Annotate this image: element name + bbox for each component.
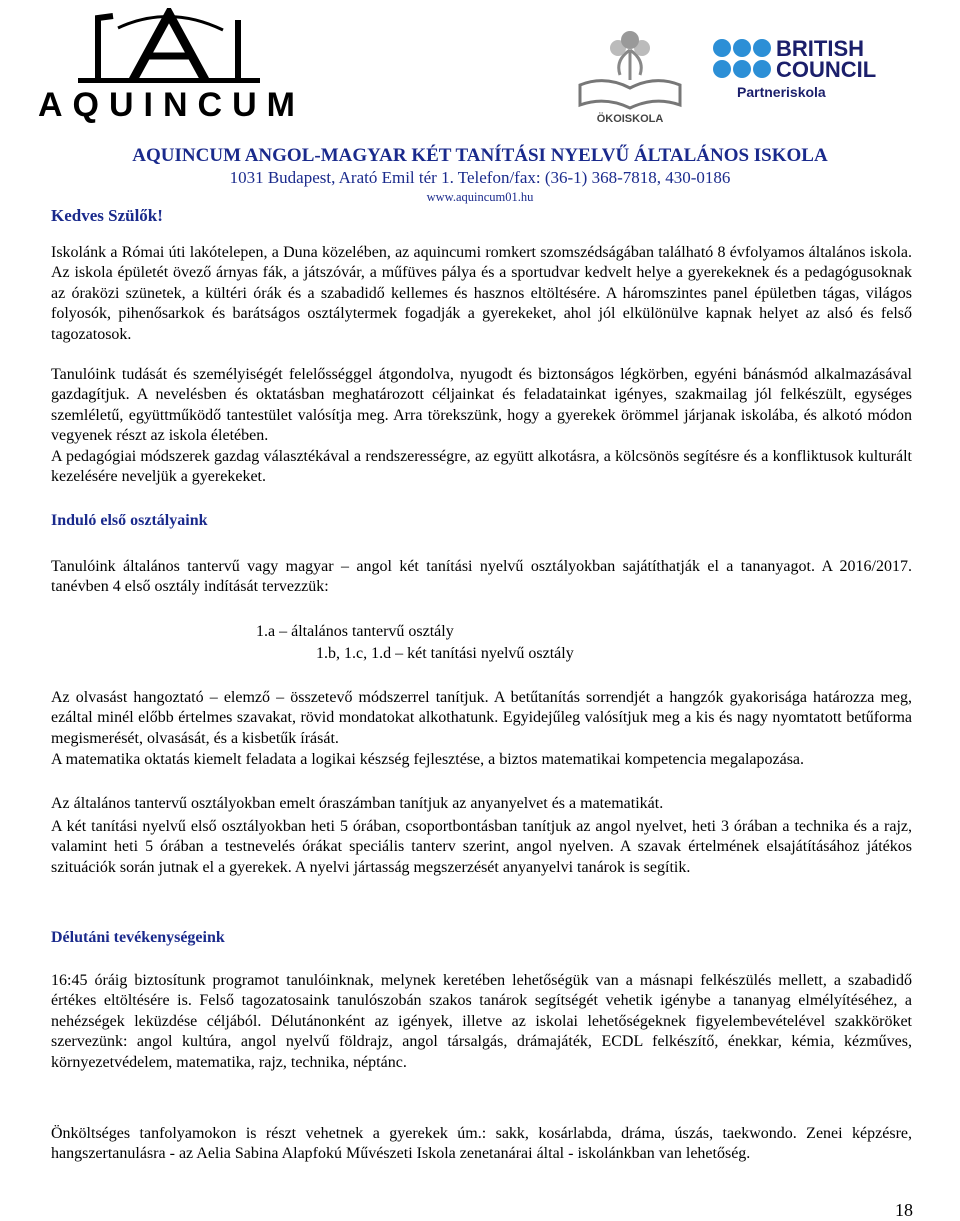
general-curriculum-paragraph: Az általános tantervű osztályokban emelt óraszámban tanítjuk az anyanyelvet és a matematikát. — [51, 795, 664, 812]
intro-paragraph-1: Iskolánk a Római úti lakótelepen, a Duna közelében, az aquincumi romkert szomszédságában található 8 évfolyamos általános iskola. Az iskola épületét övező árnyas fák, a játszóvár, a műfüves pálya és a sportudvar kedvelt helye a gyerekeknek és a pedagógusoknak az óraközi szünetek, a kültéri órák és a szabadidő kellemes és hasznos eltöltésére. A háromszintes panel épületben tágas, világos folyosók, pihenősarkok és barátságos osztálytermek fogadják a gyerekeket, ahol jól elkülönülve kapnak helyet az alsó és felső tagozatosok. — [51, 244, 912, 343]
school-address: 1031 Budapest, Arató Emil tér 1. Telefon/fax: (36-1) 368-7818, 430-0186 — [229, 168, 731, 187]
intro-paragraph-2: Tanulóink tudását és személyiségét felelősséggel átgondolva, nyugodt és biztonságos légkörben, egyéni bánásmód alkalmazásával gazdagítjuk. A nevelésben és oktatásban meghatározott céljainkat és feladatainkat igényes, szakmailag jól felkészült, egységes szemléletű, együttműködő tantestület valósítja meg. Arra törekszünk, hogy a gyerekek örömmel járjanak iskolába, és alkotó módon vegyenek részt az iskola életében. — [51, 366, 912, 445]
bilingual-paragraph: A két tanítási nyelvű első osztályokban heti 5 órában, csoportbontásban tanítjuk az angol nyelvet, heti 3 órában a technika és a rajz, valamint heti 5 órában a testnevelés órákat speciális tanterv szerint, angol nyelven. A szavak értelmének elsajátításához játékos szituációk során jutnak el a gyerekek. A nyelvi jártasság megszerzését anyanyelvi tanárok is segítik. — [51, 818, 912, 876]
okoiskola-logo — [570, 30, 690, 125]
aquincum-emblem-icon — [38, 8, 300, 88]
reading-method-paragraph: Az olvasást hangoztató – elemző – összetevő módszerrel tanítjuk. A betűtanítás sorrendjét a hangzók gyakorisága határozza meg, ezáltal minél előbb értelmes szavakat, rövid mondatokat alkothatunk. Egyidejűleg valósítjuk meg a kis és nagy nyomtatott betűforma megismerését, olvasását, és a kisbetűk írását. — [51, 689, 912, 747]
section-heading-afternoon: Délutáni tevékenységeink — [51, 929, 225, 946]
okoiskola-label: ÖKOISKOLA — [596, 113, 664, 125]
british-council-logo — [712, 38, 912, 108]
partner-label: Partneriskola — [737, 84, 826, 100]
math-paragraph: A matematika oktatás kiemelt feladata a logikai készség fejlesztése, a biztos matematikai kompetencia megalapozása. — [51, 751, 805, 768]
greeting: Kedves Szülők! — [51, 206, 163, 225]
afternoon-programs-paragraph: 16:45 óráig biztosítunk programot tanulóinknak, melynek keretében lehetőségük van a másnapi felkészülés mellett, a szabadidő értékes eltöltésére is. Felső tagozatosaink tanulószobán szakos tanárok segítségét vehetik igénybe a tananyag elmélyítéséhez, a nehézségek leküzdése céljából. Délutánonként az igények, illetve az iskolai lehetőségeknek figyelembevételével szakköröket szervezünk: angol kultúra, angol nyelvű földrajz, angol társalgás, drámajáték, ECDL felkészítő, énekkar, kémia, kézműves, környezetvédelem, matematika, rajz, technika, néptánc. — [51, 972, 912, 1071]
british-council-wordmark: BRITISH COUNCIL — [776, 36, 877, 82]
school-website[interactable]: www.aquincum01.hu — [426, 190, 534, 204]
school-name: AQUINCUM ANGOL-MAGYAR KÉT TANÍTÁSI NYELVŰ ÁLTALÁNOS ISKOLA — [132, 145, 828, 166]
intro-paragraph-3: A pedagógiai módszerek gazdag választékával a rendszerességre, az együtt alkotásra, a kölcsönös segítésre és a konfliktusok kulturált kezelésére neveljük a gyerekeket. — [51, 448, 912, 486]
page-number: 18 — [895, 1200, 913, 1220]
book-tree-icon — [570, 30, 690, 112]
first-classes-intro: Tanulóink általános tantervű vagy magyar – angol két tanítási nyelvű osztályokban sajátíthatják el a tananyagot. A 2016/2017. tanévben 4 első osztály indítását tervezzük: — [51, 558, 912, 596]
paid-courses-paragraph: Önköltséges tanfolyamokon is részt vehetnek a gyerekek úm.: sakk, kosárlabda, dráma, úszás, taekwondo. Zenei képzésre, hangszertanulásra - az Aelia Sabina Alapfokú Művészeti Iskola zenetanárai által - iskolánkban van lehetőség. — [51, 1125, 912, 1163]
section-heading-first-classes: Induló első osztályaink — [51, 512, 208, 529]
aquincum-wordmark: AQUINCUM — [38, 86, 305, 124]
class-list-item-bcd: 1.b, 1.c, 1.d – két tanítási nyelvű osztály — [316, 645, 574, 662]
british-council-dots-icon — [712, 38, 774, 80]
aquincum-logo — [38, 8, 305, 126]
class-list-item-a: 1.a – általános tantervű osztály — [256, 623, 454, 640]
